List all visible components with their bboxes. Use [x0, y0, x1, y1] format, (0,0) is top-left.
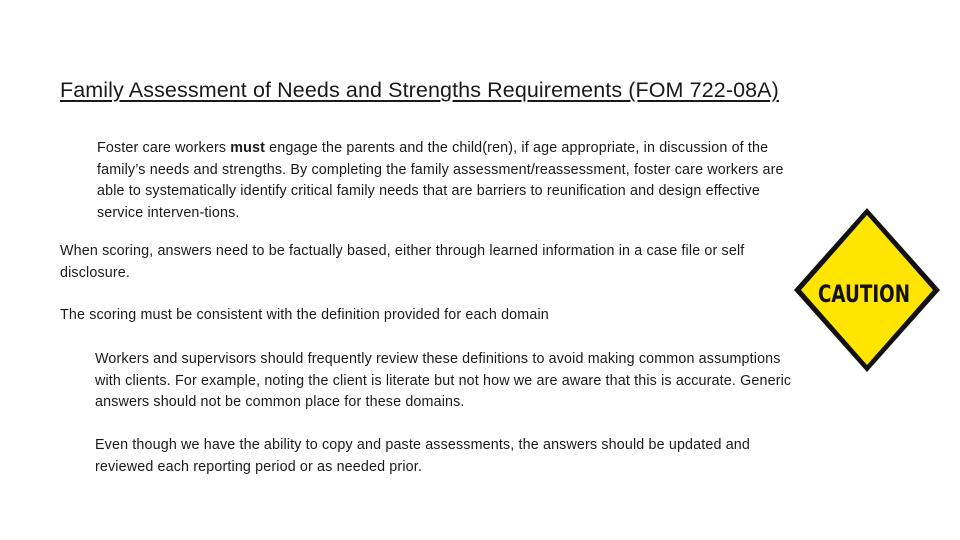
paragraph-copy-paste: Even though we have the ability to copy and paste assessments, the answers should be updated and reviewed each reporting period or as needed prior.: [95, 437, 751, 475]
paragraph-scoring-factual: When scoring, answers need to be factually based, either through learned information in a case file or self disclosure.: [60, 243, 745, 281]
slide-title: Family Assessment of Needs and Strengths Requirements (FOM 722-08A): [60, 78, 779, 102]
paragraph-engage-parents-start: Foster care workers: [97, 140, 231, 156]
emphasis-must: must: [230, 140, 266, 156]
caution-sign-text: CAUTION: [818, 280, 910, 308]
paragraph-engage-parents-rest: engage the parents and the child(ren), if age appropriate, in discussion of the family’s needs and strengths. By completing the family assessment/reassessment, foster care workers are able to systematically identify critical family needs that are barriers to reunification and design effective service interven-tions.: [97, 140, 784, 221]
caution-sign-icon: [787, 192, 947, 400]
paragraph-scoring-consistent: The scoring must be consistent with the definition provided for each domain: [60, 307, 549, 323]
paragraph-review-definitions: Workers and supervisors should frequently review these definitions to avoid making common assumptions with clients. For example, noting the client is literate but not how we are aware that this is accurate. Generic answers should not be common place for these domains.: [95, 351, 792, 410]
paragraph-engage-parents: [97, 138, 797, 224]
